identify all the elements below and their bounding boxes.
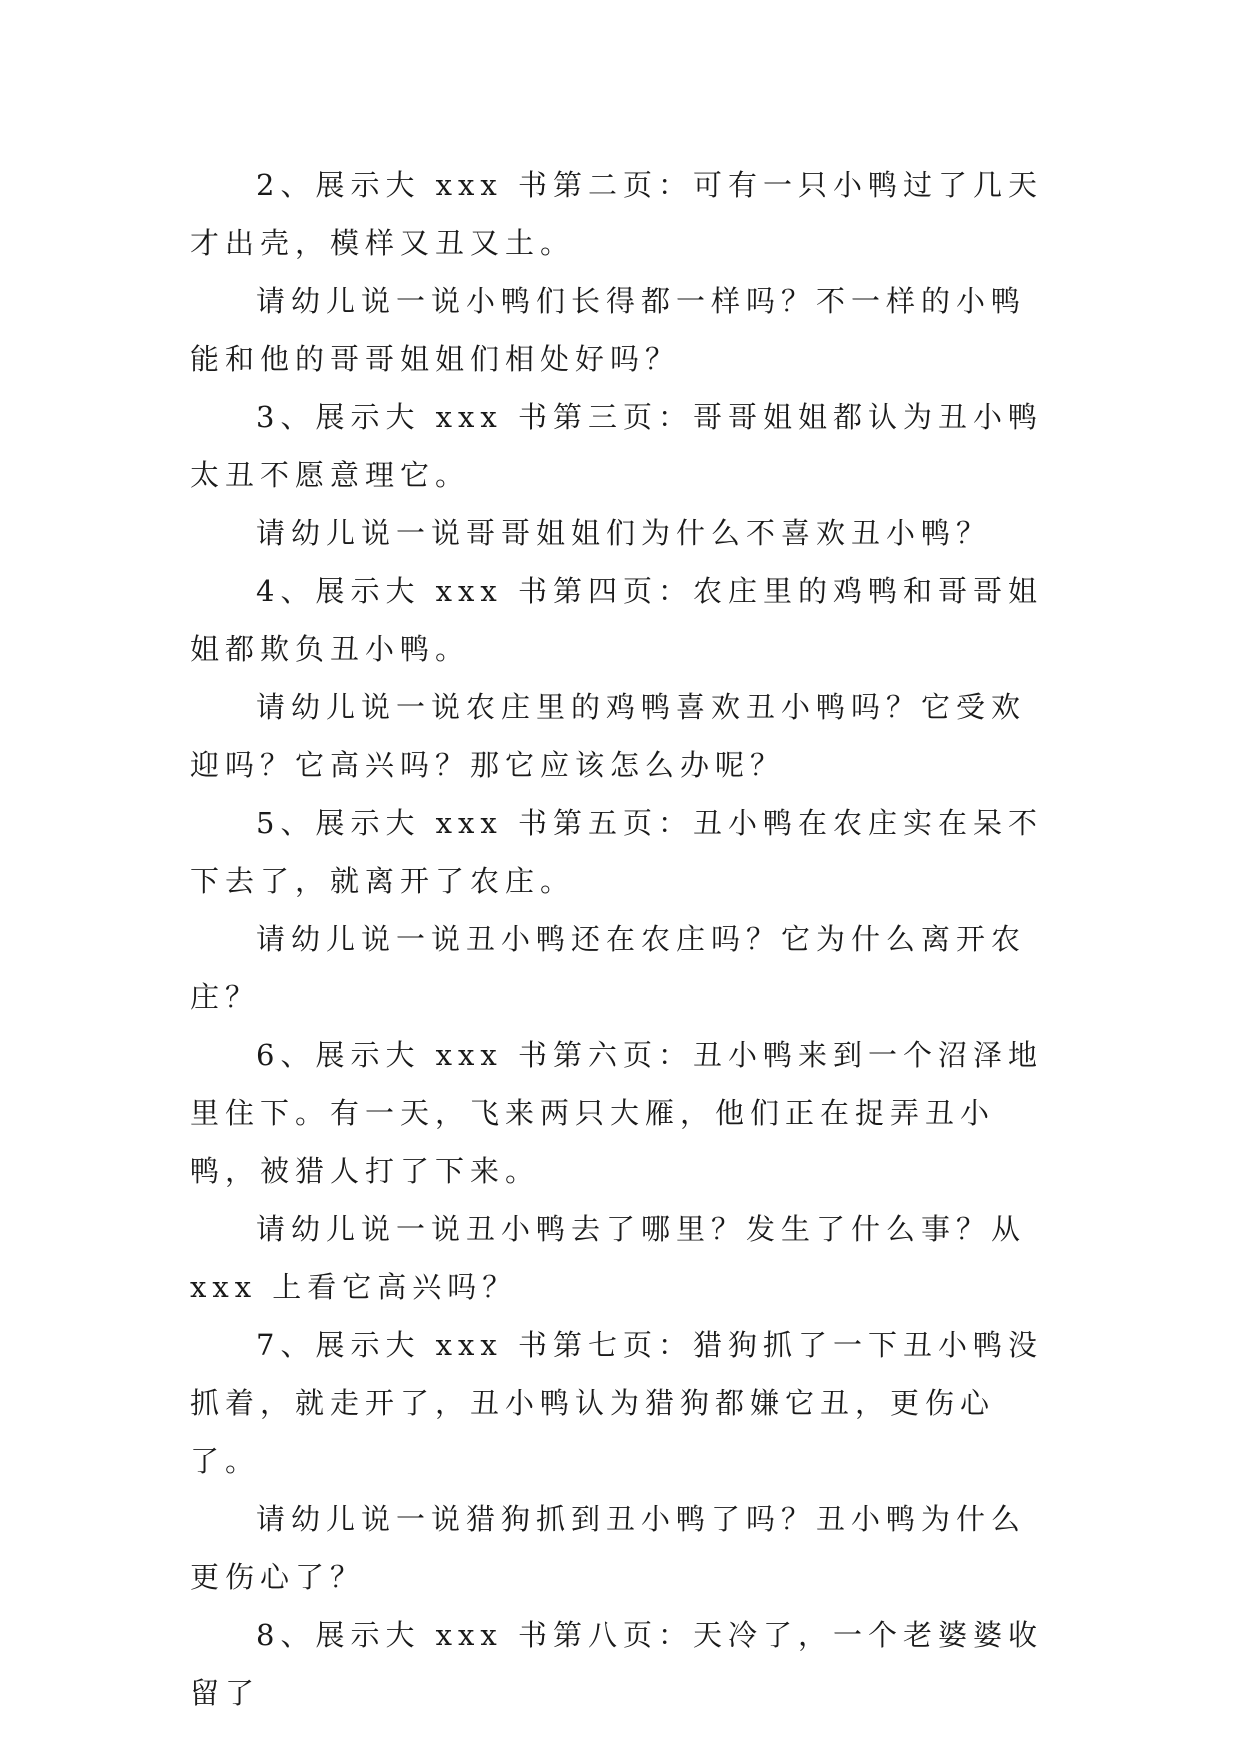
paragraph-question-2: 请幼儿说一说小鸭们长得都一样吗？不一样的小鸭能和他的哥哥姐姐们相处好吗？ bbox=[190, 284, 1027, 376]
paragraph-step-2: 2、展示大 xxx 书第二页：可有一只小鸭过了几天才出壳，模样又丑又土。 bbox=[190, 168, 1043, 260]
paragraph-question-6: 请幼儿说一说丑小鸭去了哪里？发生了什么事？从 xxx 上看它高兴吗？ bbox=[190, 1212, 1027, 1304]
document-body bbox=[190, 156, 1052, 1722]
paragraph-question-5: 请幼儿说一说丑小鸭还在农庄吗？它为什么离开农庄？ bbox=[190, 922, 1027, 1014]
paragraph-step-8: 8、展示大 xxx 书第八页：天冷了，一个老婆婆收留了 bbox=[190, 1618, 1043, 1710]
paragraph-step-5: 5、展示大 xxx 书第五页：丑小鸭在农庄实在呆不下去了，就离开了农庄。 bbox=[190, 806, 1043, 898]
paragraph-question-4: 请幼儿说一说农庄里的鸡鸭喜欢丑小鸭吗？它受欢迎吗？它高兴吗？那它应该怎么办呢？ bbox=[190, 690, 1027, 782]
paragraph-step-7: 7、展示大 xxx 书第七页：猎狗抓了一下丑小鸭没抓着，就走开了，丑小鸭认为猎狗都嫌它丑，更伤心了。 bbox=[190, 1328, 1043, 1478]
paragraph-step-4: 4、展示大 xxx 书第四页：农庄里的鸡鸭和哥哥姐姐都欺负丑小鸭。 bbox=[190, 574, 1043, 666]
paragraph-question-3: 请幼儿说一说哥哥姐姐们为什么不喜欢丑小鸭？ bbox=[256, 516, 992, 550]
paragraph-step-3: 3、展示大 xxx 书第三页：哥哥姐姐都认为丑小鸭太丑不愿意理它。 bbox=[190, 400, 1043, 492]
paragraph-question-7: 请幼儿说一说猎狗抓到丑小鸭了吗？丑小鸭为什么更伤心了？ bbox=[190, 1502, 1027, 1594]
paragraph-step-6: 6、展示大 xxx 书第六页：丑小鸭来到一个沼泽地里住下。有一天，飞来两只大雁，他们正在捉弄丑小鸭，被猎人打了下来。 bbox=[190, 1038, 1043, 1188]
